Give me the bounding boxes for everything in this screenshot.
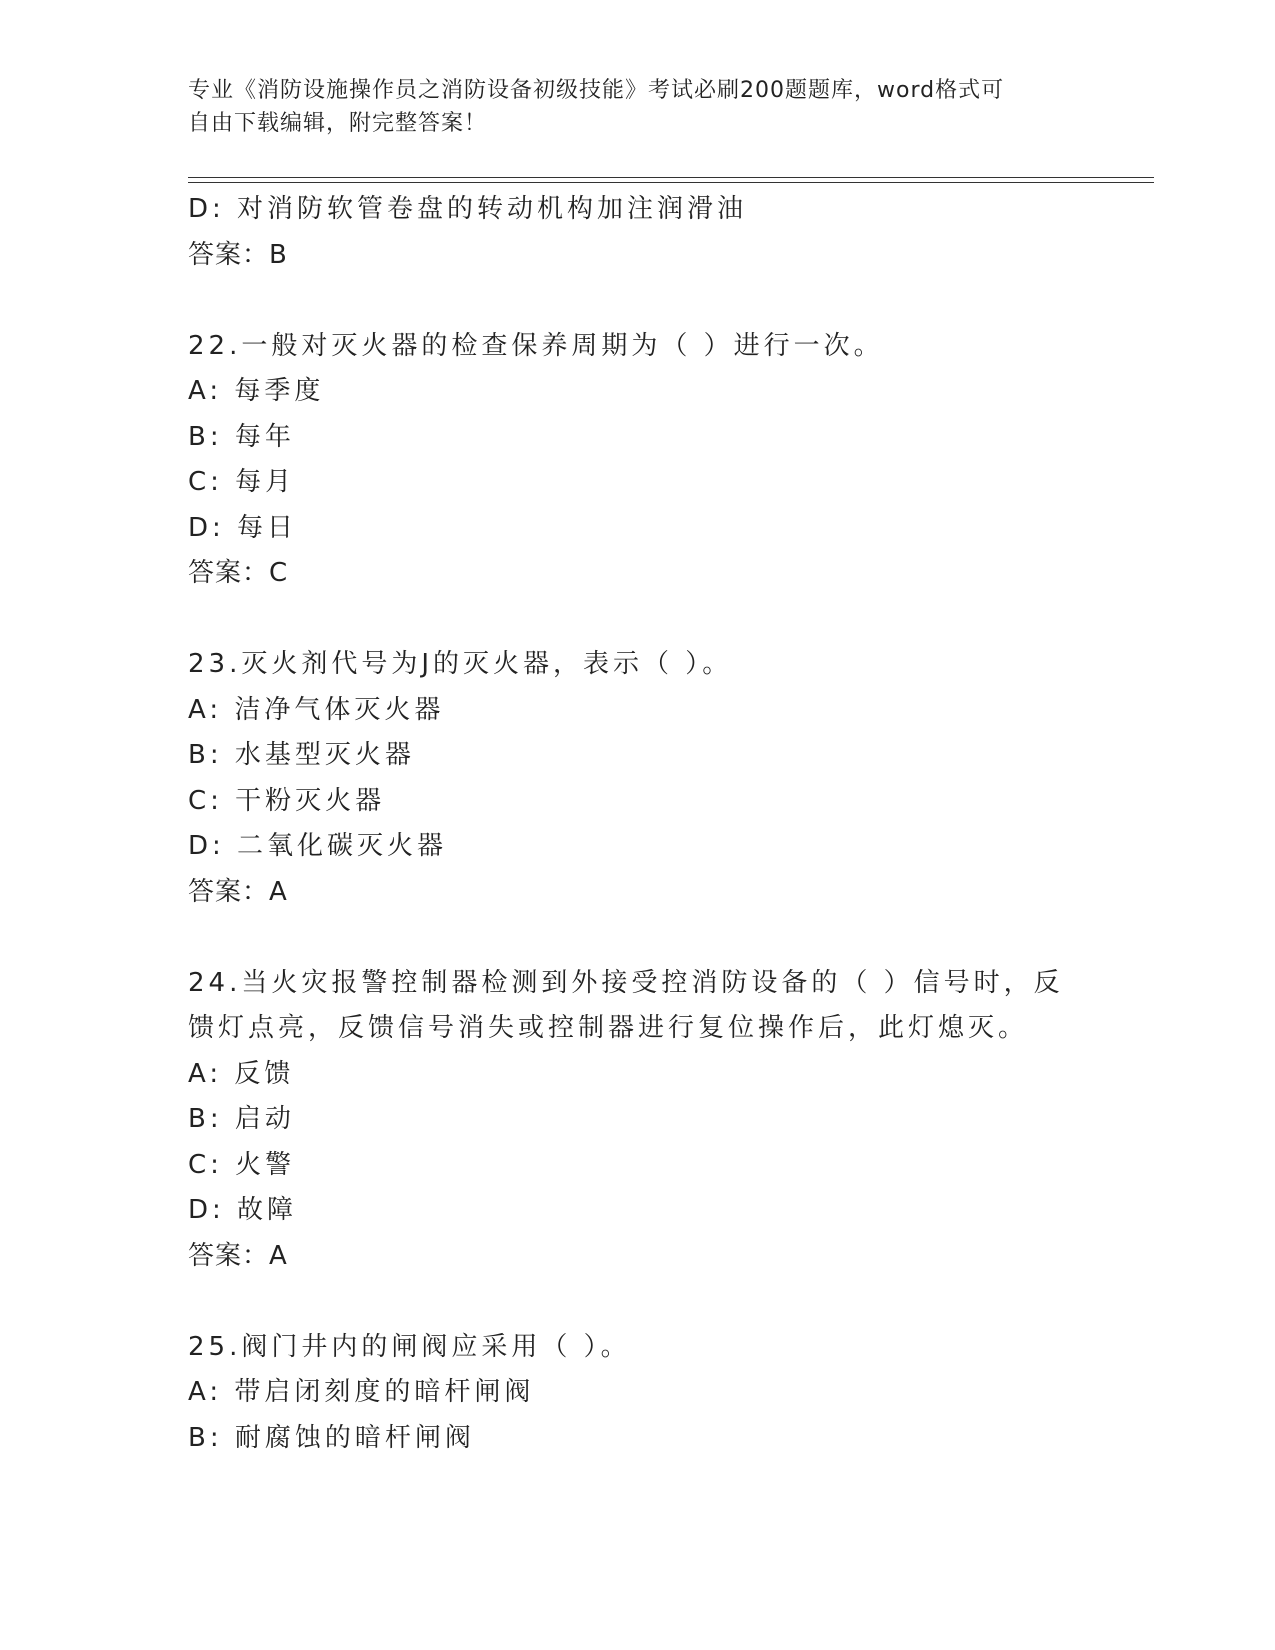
option-d: D: 每日: [188, 512, 298, 543]
option-b: B: 每年: [188, 421, 295, 452]
spacer: [188, 915, 1088, 961]
document-body: [188, 187, 1088, 1461]
question-text: 24.当火灾报警控制器检测到外接受控消防设备的（ ）信号时，反馈灯点亮，反馈信号消失或控制器进行复位操作后，此灯熄灭。: [188, 967, 1064, 1043]
option-b: B: 耐腐蚀的暗杆闸阀: [188, 1422, 475, 1453]
answer-line: 答案：C: [188, 558, 289, 588]
header-divider-top: [188, 177, 1154, 178]
answer-line: 答案：B: [188, 239, 288, 270]
question-text: 25.阀门井内的闸阀应采用（ ）。: [188, 1331, 631, 1362]
header-line-1: 专业《消防设施操作员之消防设备初级技能》考试必刷200题题库，word格式可: [188, 78, 1005, 103]
option-d: D: 故障: [188, 1195, 298, 1225]
question-carryover: [188, 187, 1088, 278]
question-text: 22.一般对灭火器的检查保养周期为（ ）进行一次。: [188, 330, 884, 361]
spacer: [188, 1279, 1088, 1325]
answer-line: 答案：A: [188, 1240, 288, 1271]
answer-line: 答案：A: [188, 876, 288, 907]
spacer: [188, 278, 1088, 324]
header-divider-bottom: [188, 182, 1154, 183]
option-c: C: 火警: [188, 1149, 296, 1180]
option-b: B: 启动: [188, 1104, 295, 1134]
spacer: [188, 597, 1088, 643]
option-a: A: 每季度: [188, 376, 325, 406]
question-text: 23.灭火剂代号为J的灭火器，表示（ ）。: [188, 649, 733, 679]
option-a: A: 反馈: [188, 1058, 295, 1089]
option-d: D: 对消防软管卷盘的转动机构加注润滑油: [188, 194, 748, 224]
option-c: C: 干粉灭火器: [188, 785, 386, 816]
option-a: A: 带启闭刻度的暗杆闸阀: [188, 1377, 535, 1407]
header-line-2: 自由下载编辑，附完整答案！: [188, 111, 488, 136]
option-c: C: 每月: [188, 467, 296, 497]
option-d: D: 二氧化碳灭火器: [188, 831, 448, 861]
option-a: A: 洁净气体灭火器: [188, 694, 445, 725]
question-25: [188, 1325, 1088, 1462]
option-b: B: 水基型灭火器: [188, 740, 415, 770]
question-22: [188, 324, 1088, 597]
document-header: [188, 74, 1068, 140]
question-23: [188, 642, 1088, 915]
question-24: [188, 961, 1088, 1280]
